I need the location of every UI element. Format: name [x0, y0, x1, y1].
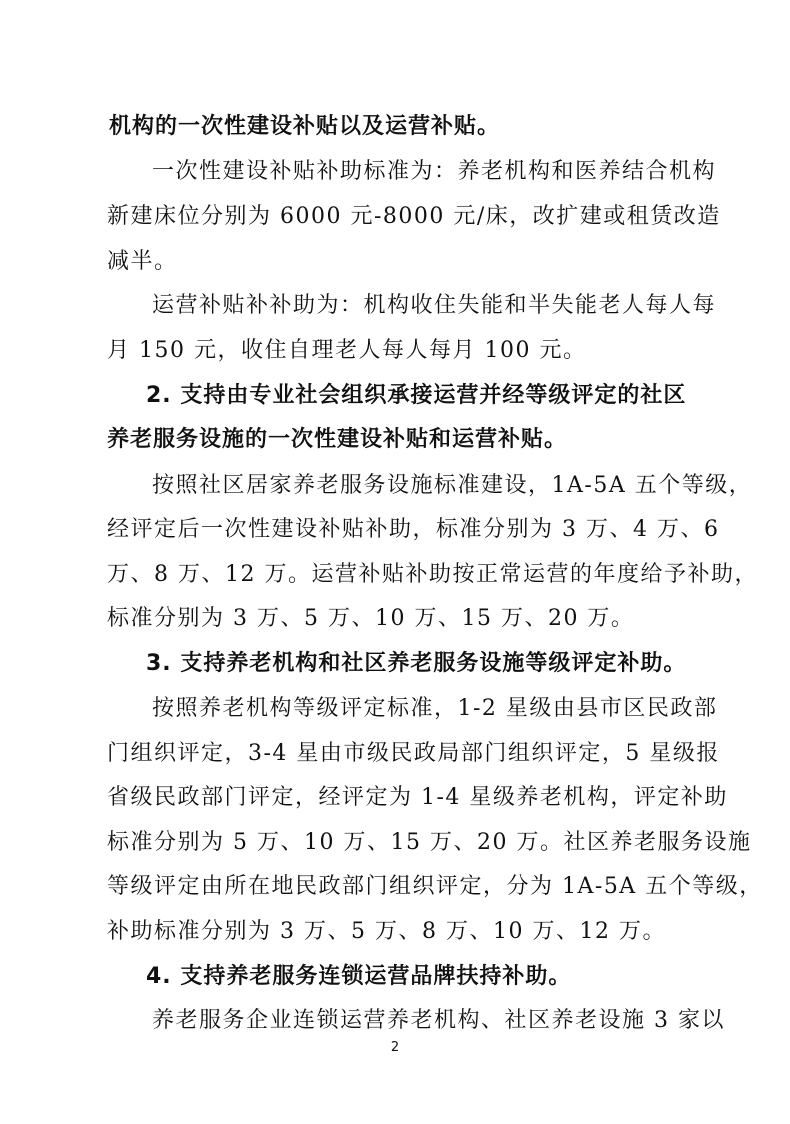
text-line: 省级民政部门评定，经评定为 1-4 星级养老机构，评定补助 [107, 785, 728, 810]
page-number: 2 [390, 1040, 400, 1055]
text-line: 按照社区居家养老服务设施标准建设，1A-5A 五个等级， [152, 473, 753, 498]
text-line: 减半。 [107, 249, 178, 274]
text-line: 等级评定由所在地民政部门组织评定，分为 1A-5A 五个等级， [107, 874, 763, 899]
section-heading: 3. 支持养老机构和社区养老服务设施等级评定补助。 [146, 651, 687, 676]
section-heading: 2. 支持由专业社会组织承接运营并经等级评定的社区 [146, 383, 687, 408]
text-line: 机构的一次性建设补贴以及运营补贴。 [109, 114, 501, 139]
text-line: 按照养老机构等级评定标准，1-2 星级由县市区民政部 [152, 696, 718, 721]
text-line: 经评定后一次性建设补贴补助，标准分别为 3 万、4 万、6 [107, 517, 720, 542]
text-line: 标准分别为 5 万、10 万、15 万、20 万。社区养老服务设施 [107, 830, 752, 855]
text-line: 一次性建设补贴补助标准为：养老机构和医养结合机构 [152, 159, 717, 184]
text-line: 补助标准分别为 3 万、5 万、8 万、10 万、12 万。 [107, 919, 666, 944]
text-line: 万、8 万、12 万。运营补贴补助按正常运营的年度给予补助， [107, 562, 758, 587]
text-line: 运营补贴补补助为：机构收住失能和半失能老人每人每 [152, 293, 717, 318]
text-line: 养老服务企业连锁运营养老机构、社区养老设施 3 家以 [152, 1008, 725, 1033]
text-line: 标准分别为 3 万、5 万、10 万、15 万、20 万。 [107, 606, 635, 631]
text-line: 门组织评定，3-4 星由市级民政局部门组织评定，5 星级报 [107, 741, 720, 766]
text-line: 月 150 元，收住自理老人每人每月 100 元。 [107, 338, 587, 363]
section-heading: 养老服务设施的一次性建设补贴和运营补贴。 [107, 427, 568, 452]
section-heading: 4. 支持养老服务连锁运营品牌扶持补助。 [146, 964, 572, 989]
text-line: 新建床位分别为 6000 元-8000 元/床，改扩建或租赁改造 [107, 204, 721, 229]
